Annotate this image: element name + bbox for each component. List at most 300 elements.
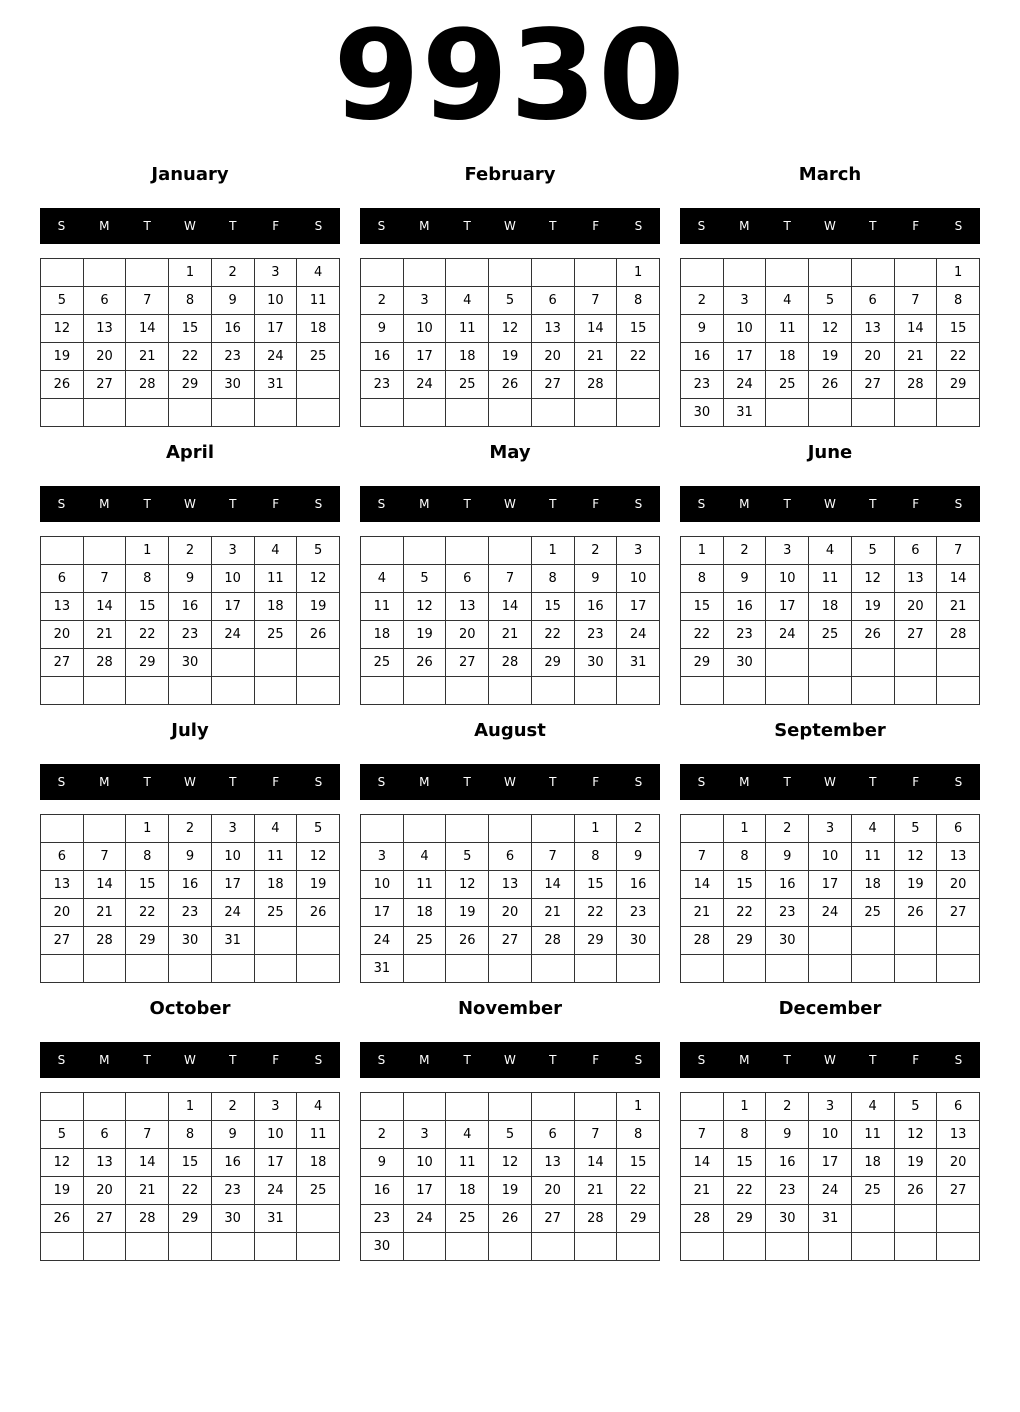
day-cell	[851, 1205, 894, 1233]
day-cell	[681, 259, 724, 287]
day-cell: 8	[681, 565, 724, 593]
day-cell: 29	[531, 649, 574, 677]
day-cell: 12	[809, 315, 852, 343]
weekday-label: T	[143, 1053, 151, 1067]
day-cell: 30	[723, 649, 766, 677]
week-row	[41, 1149, 340, 1177]
day-cell: 19	[41, 343, 84, 371]
day-cell: 8	[723, 1121, 766, 1149]
weekday-label: M	[99, 497, 110, 511]
week-row	[41, 537, 340, 565]
day-cell: 30	[169, 927, 212, 955]
day-cell: 10	[723, 315, 766, 343]
weekday-header	[360, 764, 660, 800]
week-row	[681, 927, 980, 955]
day-cell: 21	[489, 621, 532, 649]
day-cell: 29	[169, 371, 212, 399]
day-cell	[361, 677, 404, 705]
day-cell: 18	[851, 871, 894, 899]
day-cell	[723, 259, 766, 287]
day-cell: 11	[403, 871, 446, 899]
day-cell: 28	[681, 927, 724, 955]
day-cell: 14	[681, 1149, 724, 1177]
day-cell	[531, 1093, 574, 1121]
weekday-label: M	[99, 219, 110, 233]
day-cell: 15	[126, 871, 169, 899]
weekday-label: M	[419, 1053, 430, 1067]
day-cell: 24	[403, 1205, 446, 1233]
day-cell: 12	[894, 1121, 937, 1149]
day-cell: 2	[169, 815, 212, 843]
day-cell	[446, 259, 489, 287]
weekday-label: F	[272, 219, 280, 233]
day-cell: 1	[126, 815, 169, 843]
day-cell: 11	[297, 1121, 340, 1149]
day-cell	[361, 815, 404, 843]
day-cell: 11	[851, 1121, 894, 1149]
day-cell: 9	[766, 1121, 809, 1149]
day-cell: 15	[681, 593, 724, 621]
day-cell	[937, 399, 980, 427]
week-row	[681, 343, 980, 371]
day-cell: 17	[211, 871, 254, 899]
day-cell: 26	[489, 371, 532, 399]
week-row	[361, 677, 660, 705]
weekday-label: T	[783, 497, 791, 511]
day-cell	[489, 677, 532, 705]
day-cell	[403, 537, 446, 565]
day-cell: 22	[937, 343, 980, 371]
day-cell	[83, 259, 126, 287]
weekday-label: F	[592, 219, 600, 233]
day-cell: 6	[83, 287, 126, 315]
day-cell: 9	[361, 315, 404, 343]
day-cell: 23	[169, 621, 212, 649]
weekday-label: S	[697, 775, 706, 789]
day-cell	[83, 815, 126, 843]
day-cell: 1	[574, 815, 617, 843]
weekday-label: T	[549, 219, 557, 233]
day-cell: 6	[531, 287, 574, 315]
week-row	[361, 565, 660, 593]
day-cell: 27	[851, 371, 894, 399]
week-row	[361, 371, 660, 399]
day-cell: 7	[83, 565, 126, 593]
day-cell	[574, 955, 617, 983]
day-cell: 4	[254, 537, 297, 565]
day-cell: 7	[531, 843, 574, 871]
day-cell: 4	[851, 1093, 894, 1121]
day-cell: 24	[766, 621, 809, 649]
week-row	[361, 649, 660, 677]
day-cell	[937, 1205, 980, 1233]
day-cell: 29	[126, 649, 169, 677]
day-cell	[894, 649, 937, 677]
day-cell: 7	[894, 287, 937, 315]
day-cell: 24	[809, 899, 852, 927]
week-row	[361, 287, 660, 315]
weekday-label: S	[377, 775, 386, 789]
day-cell: 29	[681, 649, 724, 677]
week-row	[681, 315, 980, 343]
day-cell: 4	[446, 287, 489, 315]
day-cell: 3	[723, 287, 766, 315]
day-cell: 5	[489, 1121, 532, 1149]
weekday-label: T	[783, 1053, 791, 1067]
day-grid	[680, 814, 980, 983]
day-cell: 6	[937, 1093, 980, 1121]
month-february	[360, 156, 660, 434]
day-cell: 26	[809, 371, 852, 399]
day-cell	[617, 1233, 660, 1261]
day-cell	[361, 259, 404, 287]
day-cell: 19	[894, 1149, 937, 1177]
day-cell	[723, 677, 766, 705]
day-cell	[403, 1233, 446, 1261]
weekday-label: T	[143, 775, 151, 789]
day-cell: 30	[766, 927, 809, 955]
day-cell: 12	[894, 843, 937, 871]
day-cell: 25	[254, 621, 297, 649]
day-cell: 24	[809, 1177, 852, 1205]
day-cell	[809, 677, 852, 705]
day-cell: 19	[894, 871, 937, 899]
day-cell: 13	[851, 315, 894, 343]
day-cell: 9	[211, 1121, 254, 1149]
day-cell: 4	[297, 1093, 340, 1121]
day-cell	[446, 537, 489, 565]
week-row	[361, 815, 660, 843]
day-cell: 14	[489, 593, 532, 621]
weekday-label: W	[824, 497, 836, 511]
week-row	[41, 1233, 340, 1261]
day-cell: 23	[169, 899, 212, 927]
day-cell: 18	[446, 343, 489, 371]
day-cell: 26	[851, 621, 894, 649]
day-cell	[723, 1233, 766, 1261]
day-cell: 10	[617, 565, 660, 593]
day-cell	[254, 677, 297, 705]
day-cell	[211, 955, 254, 983]
day-cell: 28	[83, 927, 126, 955]
weekday-header	[680, 208, 980, 244]
day-cell: 25	[446, 1205, 489, 1233]
day-cell: 20	[851, 343, 894, 371]
day-cell: 14	[126, 1149, 169, 1177]
month-title: August	[474, 720, 546, 741]
day-cell: 23	[211, 343, 254, 371]
day-cell: 16	[211, 315, 254, 343]
day-cell	[617, 677, 660, 705]
day-cell: 22	[723, 1177, 766, 1205]
day-cell: 12	[403, 593, 446, 621]
month-title: November	[457, 998, 563, 1019]
day-cell: 31	[254, 1205, 297, 1233]
day-cell: 24	[403, 371, 446, 399]
weekday-label: T	[869, 1053, 877, 1067]
day-cell: 4	[851, 815, 894, 843]
day-cell: 6	[851, 287, 894, 315]
weekday-label: F	[592, 497, 600, 511]
day-cell: 29	[169, 1205, 212, 1233]
day-cell: 12	[851, 565, 894, 593]
week-row	[41, 399, 340, 427]
day-cell: 17	[723, 343, 766, 371]
day-cell	[851, 649, 894, 677]
day-cell	[894, 677, 937, 705]
day-cell	[83, 1093, 126, 1121]
day-cell: 15	[169, 315, 212, 343]
day-cell: 7	[574, 1121, 617, 1149]
day-cell: 3	[617, 537, 660, 565]
day-cell	[574, 677, 617, 705]
weekday-label: S	[634, 497, 643, 511]
week-row	[41, 1177, 340, 1205]
day-grid	[40, 536, 340, 705]
day-cell: 2	[766, 815, 809, 843]
weekday-header	[360, 208, 660, 244]
day-cell: 10	[809, 1121, 852, 1149]
day-cell: 31	[617, 649, 660, 677]
day-cell: 20	[531, 1177, 574, 1205]
weekday-label: T	[463, 219, 471, 233]
day-cell: 15	[617, 1149, 660, 1177]
day-cell: 8	[574, 843, 617, 871]
day-cell: 18	[297, 315, 340, 343]
day-cell	[126, 1093, 169, 1121]
day-cell: 1	[169, 259, 212, 287]
day-cell	[297, 1233, 340, 1261]
day-cell: 21	[574, 1177, 617, 1205]
week-row	[361, 1233, 660, 1261]
day-cell: 20	[446, 621, 489, 649]
day-cell	[361, 537, 404, 565]
day-cell: 28	[937, 621, 980, 649]
day-cell: 8	[126, 843, 169, 871]
day-cell	[169, 1233, 212, 1261]
day-cell: 27	[489, 927, 532, 955]
week-row	[361, 843, 660, 871]
day-cell: 5	[851, 537, 894, 565]
day-cell	[169, 677, 212, 705]
day-cell: 11	[254, 565, 297, 593]
day-cell: 2	[723, 537, 766, 565]
day-cell: 21	[681, 899, 724, 927]
day-cell: 14	[681, 871, 724, 899]
weekday-label: M	[99, 775, 110, 789]
day-cell	[403, 815, 446, 843]
day-cell: 7	[937, 537, 980, 565]
day-cell	[766, 649, 809, 677]
week-row	[361, 259, 660, 287]
week-row	[681, 621, 980, 649]
day-cell: 12	[41, 1149, 84, 1177]
day-cell: 14	[126, 315, 169, 343]
day-cell: 31	[723, 399, 766, 427]
day-cell: 26	[894, 899, 937, 927]
week-row	[681, 1121, 980, 1149]
day-cell	[83, 677, 126, 705]
weekday-label: M	[419, 775, 430, 789]
week-row	[681, 371, 980, 399]
day-cell: 9	[361, 1149, 404, 1177]
day-cell: 3	[254, 1093, 297, 1121]
day-cell: 24	[617, 621, 660, 649]
day-cell: 8	[126, 565, 169, 593]
day-grid	[360, 258, 660, 427]
day-cell: 10	[211, 565, 254, 593]
week-row	[361, 899, 660, 927]
day-cell	[574, 259, 617, 287]
day-cell: 19	[851, 593, 894, 621]
day-cell	[574, 1093, 617, 1121]
day-cell: 13	[41, 593, 84, 621]
day-cell: 7	[126, 1121, 169, 1149]
day-cell: 25	[809, 621, 852, 649]
day-cell	[531, 677, 574, 705]
day-cell	[41, 399, 84, 427]
month-title: January	[151, 164, 229, 185]
month-june	[680, 434, 980, 712]
week-row	[361, 1093, 660, 1121]
weekday-label: F	[272, 1053, 280, 1067]
day-cell	[681, 815, 724, 843]
day-cell	[766, 955, 809, 983]
day-cell: 12	[297, 843, 340, 871]
day-cell: 12	[489, 315, 532, 343]
day-cell	[574, 399, 617, 427]
day-cell	[446, 955, 489, 983]
weekday-label: S	[314, 497, 323, 511]
week-row	[681, 899, 980, 927]
day-cell	[211, 649, 254, 677]
day-cell: 10	[403, 315, 446, 343]
weekday-label: M	[739, 219, 750, 233]
day-cell: 8	[937, 287, 980, 315]
weekday-label: S	[377, 497, 386, 511]
day-cell: 19	[489, 343, 532, 371]
day-cell: 9	[723, 565, 766, 593]
day-cell: 15	[169, 1149, 212, 1177]
day-cell	[809, 927, 852, 955]
day-cell: 17	[211, 593, 254, 621]
day-cell: 14	[894, 315, 937, 343]
week-row	[361, 621, 660, 649]
day-cell: 2	[766, 1093, 809, 1121]
day-cell: 25	[851, 1177, 894, 1205]
weekday-label: W	[184, 775, 196, 789]
day-cell: 27	[83, 1205, 126, 1233]
week-row	[681, 259, 980, 287]
day-cell: 15	[937, 315, 980, 343]
day-cell: 24	[723, 371, 766, 399]
weekday-header	[680, 486, 980, 522]
day-cell: 21	[531, 899, 574, 927]
day-cell: 10	[254, 287, 297, 315]
day-cell: 10	[254, 1121, 297, 1149]
day-cell: 1	[169, 1093, 212, 1121]
day-cell: 4	[254, 815, 297, 843]
week-row	[41, 621, 340, 649]
day-cell: 20	[41, 899, 84, 927]
day-cell: 23	[766, 1177, 809, 1205]
day-cell: 9	[617, 843, 660, 871]
day-cell: 9	[211, 287, 254, 315]
day-cell: 17	[809, 1149, 852, 1177]
day-cell: 3	[403, 1121, 446, 1149]
day-cell: 22	[617, 343, 660, 371]
day-grid	[40, 258, 340, 427]
day-cell: 7	[83, 843, 126, 871]
day-cell: 30	[361, 1233, 404, 1261]
day-cell: 21	[126, 343, 169, 371]
day-cell: 22	[126, 621, 169, 649]
day-cell	[83, 1233, 126, 1261]
weekday-label: S	[954, 497, 963, 511]
day-cell: 24	[211, 899, 254, 927]
day-cell: 25	[851, 899, 894, 927]
week-row	[361, 927, 660, 955]
month-title: February	[464, 164, 556, 185]
day-cell: 12	[489, 1149, 532, 1177]
day-cell	[851, 399, 894, 427]
day-cell: 13	[531, 315, 574, 343]
day-cell	[403, 1093, 446, 1121]
day-cell: 16	[169, 593, 212, 621]
day-cell	[489, 259, 532, 287]
week-row	[361, 955, 660, 983]
week-row	[361, 537, 660, 565]
day-cell: 3	[403, 287, 446, 315]
day-cell	[489, 955, 532, 983]
day-cell: 23	[766, 899, 809, 927]
month-august	[360, 712, 660, 990]
weekday-label: T	[783, 775, 791, 789]
day-cell: 5	[403, 565, 446, 593]
day-cell	[489, 1093, 532, 1121]
day-cell: 24	[361, 927, 404, 955]
day-cell	[766, 259, 809, 287]
day-cell	[851, 1233, 894, 1261]
day-cell: 1	[723, 1093, 766, 1121]
day-cell: 1	[126, 537, 169, 565]
day-cell: 17	[254, 1149, 297, 1177]
weekday-label: S	[954, 775, 963, 789]
day-cell: 11	[446, 1149, 489, 1177]
week-row	[361, 871, 660, 899]
weekday-label: F	[912, 1053, 920, 1067]
day-cell: 17	[766, 593, 809, 621]
day-cell	[489, 815, 532, 843]
day-cell	[211, 677, 254, 705]
day-cell: 20	[894, 593, 937, 621]
month-title: June	[807, 442, 853, 463]
week-row	[41, 593, 340, 621]
day-cell	[126, 259, 169, 287]
day-cell	[83, 537, 126, 565]
month-november	[360, 990, 660, 1268]
weekday-label: T	[549, 497, 557, 511]
day-cell: 6	[446, 565, 489, 593]
weekday-label: M	[739, 497, 750, 511]
day-cell: 30	[766, 1205, 809, 1233]
day-cell: 31	[361, 955, 404, 983]
day-cell: 30	[617, 927, 660, 955]
day-cell: 14	[83, 593, 126, 621]
day-cell: 1	[617, 259, 660, 287]
day-cell: 21	[894, 343, 937, 371]
day-cell: 16	[361, 1177, 404, 1205]
